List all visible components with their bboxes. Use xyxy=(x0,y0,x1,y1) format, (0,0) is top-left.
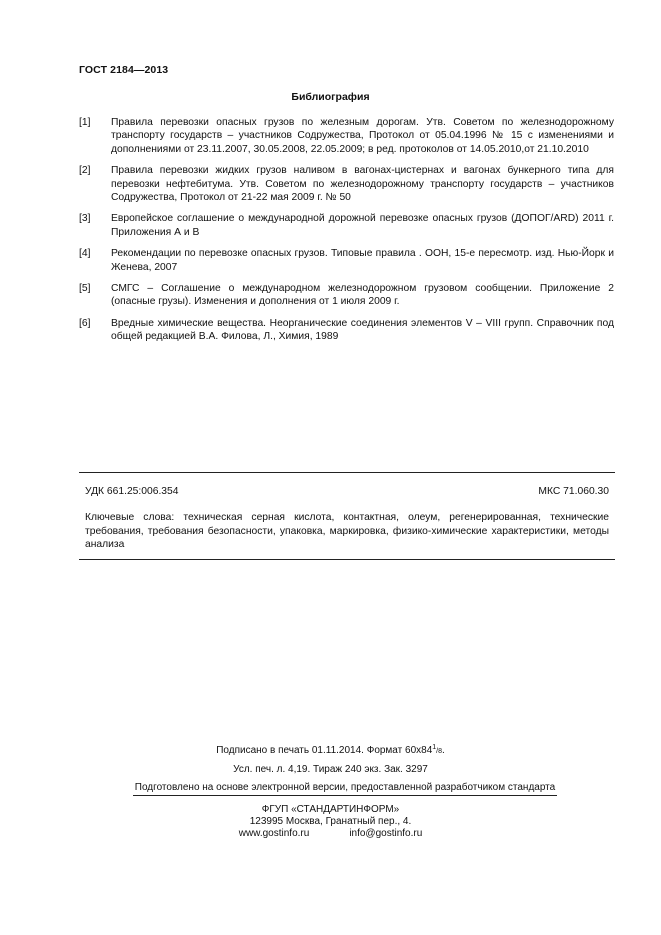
bibliography-item xyxy=(79,116,614,156)
format-fraction-numerator: 1 xyxy=(432,744,437,751)
reference-number: [1] xyxy=(79,117,91,128)
bibliography-item xyxy=(79,282,614,309)
reference-text: СМГС – Соглашение о международном железнодорожном грузовом сообщении. Приложение 2 (опасные грузы). Изменения и дополнения от 1 июля 2009 г. xyxy=(111,283,614,308)
reference-text: Европейское соглашение о международной дорожной перевозке опасных грузов (ДОПОГ/ARD) 2011 г. Приложения А и В xyxy=(111,213,614,238)
reference-number: [4] xyxy=(79,248,91,260)
contact-row xyxy=(0,828,661,839)
reference-number: [3] xyxy=(79,213,91,225)
signed-line xyxy=(0,744,661,756)
reference-text: Правила перевозки жидких грузов наливом в вагонах-цистернах и вагонах бункерного типа для перевозки нефтебитума. Утв. Советом по железнодорожному транспорту государств – участников Содружества, Протокол от 21-22 мая 2009 г. № 50 xyxy=(111,165,614,204)
print-sheets-line: Усл. печ. л. 4,19. Тираж 240 экз. Зак. 3297 xyxy=(233,764,428,775)
reference-number: [6] xyxy=(79,317,91,329)
signed-end: . xyxy=(442,745,445,756)
classification-codes xyxy=(85,486,609,497)
website-link[interactable]: www.gostinfo.ru xyxy=(238,828,310,839)
bibliography-item xyxy=(79,317,614,344)
keywords: Ключевые слова: техническая серная кислота, контактная, олеум, регенерированная, технические требования, требования безопасности, упаковка, маркировка, физико-химические характеристики, методы анализа xyxy=(85,512,609,551)
udk-code: УДК 661.25:006.354 xyxy=(85,486,179,497)
reference-text: Вредные химические вещества. Неорганические соединения элементов V – VIII групп. Справочник под общей редакцией В.А. Филова, Л., Химия, 1989 xyxy=(111,317,614,343)
bibliography-item xyxy=(79,247,614,274)
reference-number: [5] xyxy=(79,283,91,295)
classification-block xyxy=(79,472,615,560)
bibliography-title: Библиография xyxy=(291,91,370,103)
bibliography-item xyxy=(79,164,614,204)
prepared-line: Подготовлено на основе электронной версии, предоставленной разработчиком стандарта xyxy=(133,782,557,796)
reference-text: Рекомендации по перевозке опасных грузов. Типовые правила . ООН, 15-е пересмотр. изд. Нью-Йорк и Женева, 2007 xyxy=(111,248,614,273)
email-link[interactable]: info@gostinfo.ru xyxy=(349,828,423,839)
bibliography-item xyxy=(79,212,614,239)
publisher-org: ФГУП «СТАНДАРТИНФОРМ» xyxy=(261,804,400,815)
document-code: ГОСТ 2184—2013 xyxy=(79,64,169,76)
reference-text: Правила перевозки опасных грузов по железным дорогам. Утв. Советом по железнодорожному транспорту государств – участников Содружества, Протокол от 05.04.1996 № 15 с изменениями и дополнениями от 23.11.2007, 30.05.2008, 22.05.2009; в ред. протоколов от 14.05.2010,от 21.10.2010 xyxy=(111,117,614,155)
publisher-address: 123995 Москва, Гранатный пер., 4. xyxy=(249,816,412,827)
mks-code: МКС 71.060.30 xyxy=(538,486,609,497)
signed-text: Подписано в печать 01.11.2014. Формат 60х84 xyxy=(216,745,433,756)
bibliography-list xyxy=(79,116,614,352)
format-fraction-denominator: /8 xyxy=(436,748,443,755)
reference-number: [2] xyxy=(79,165,91,177)
